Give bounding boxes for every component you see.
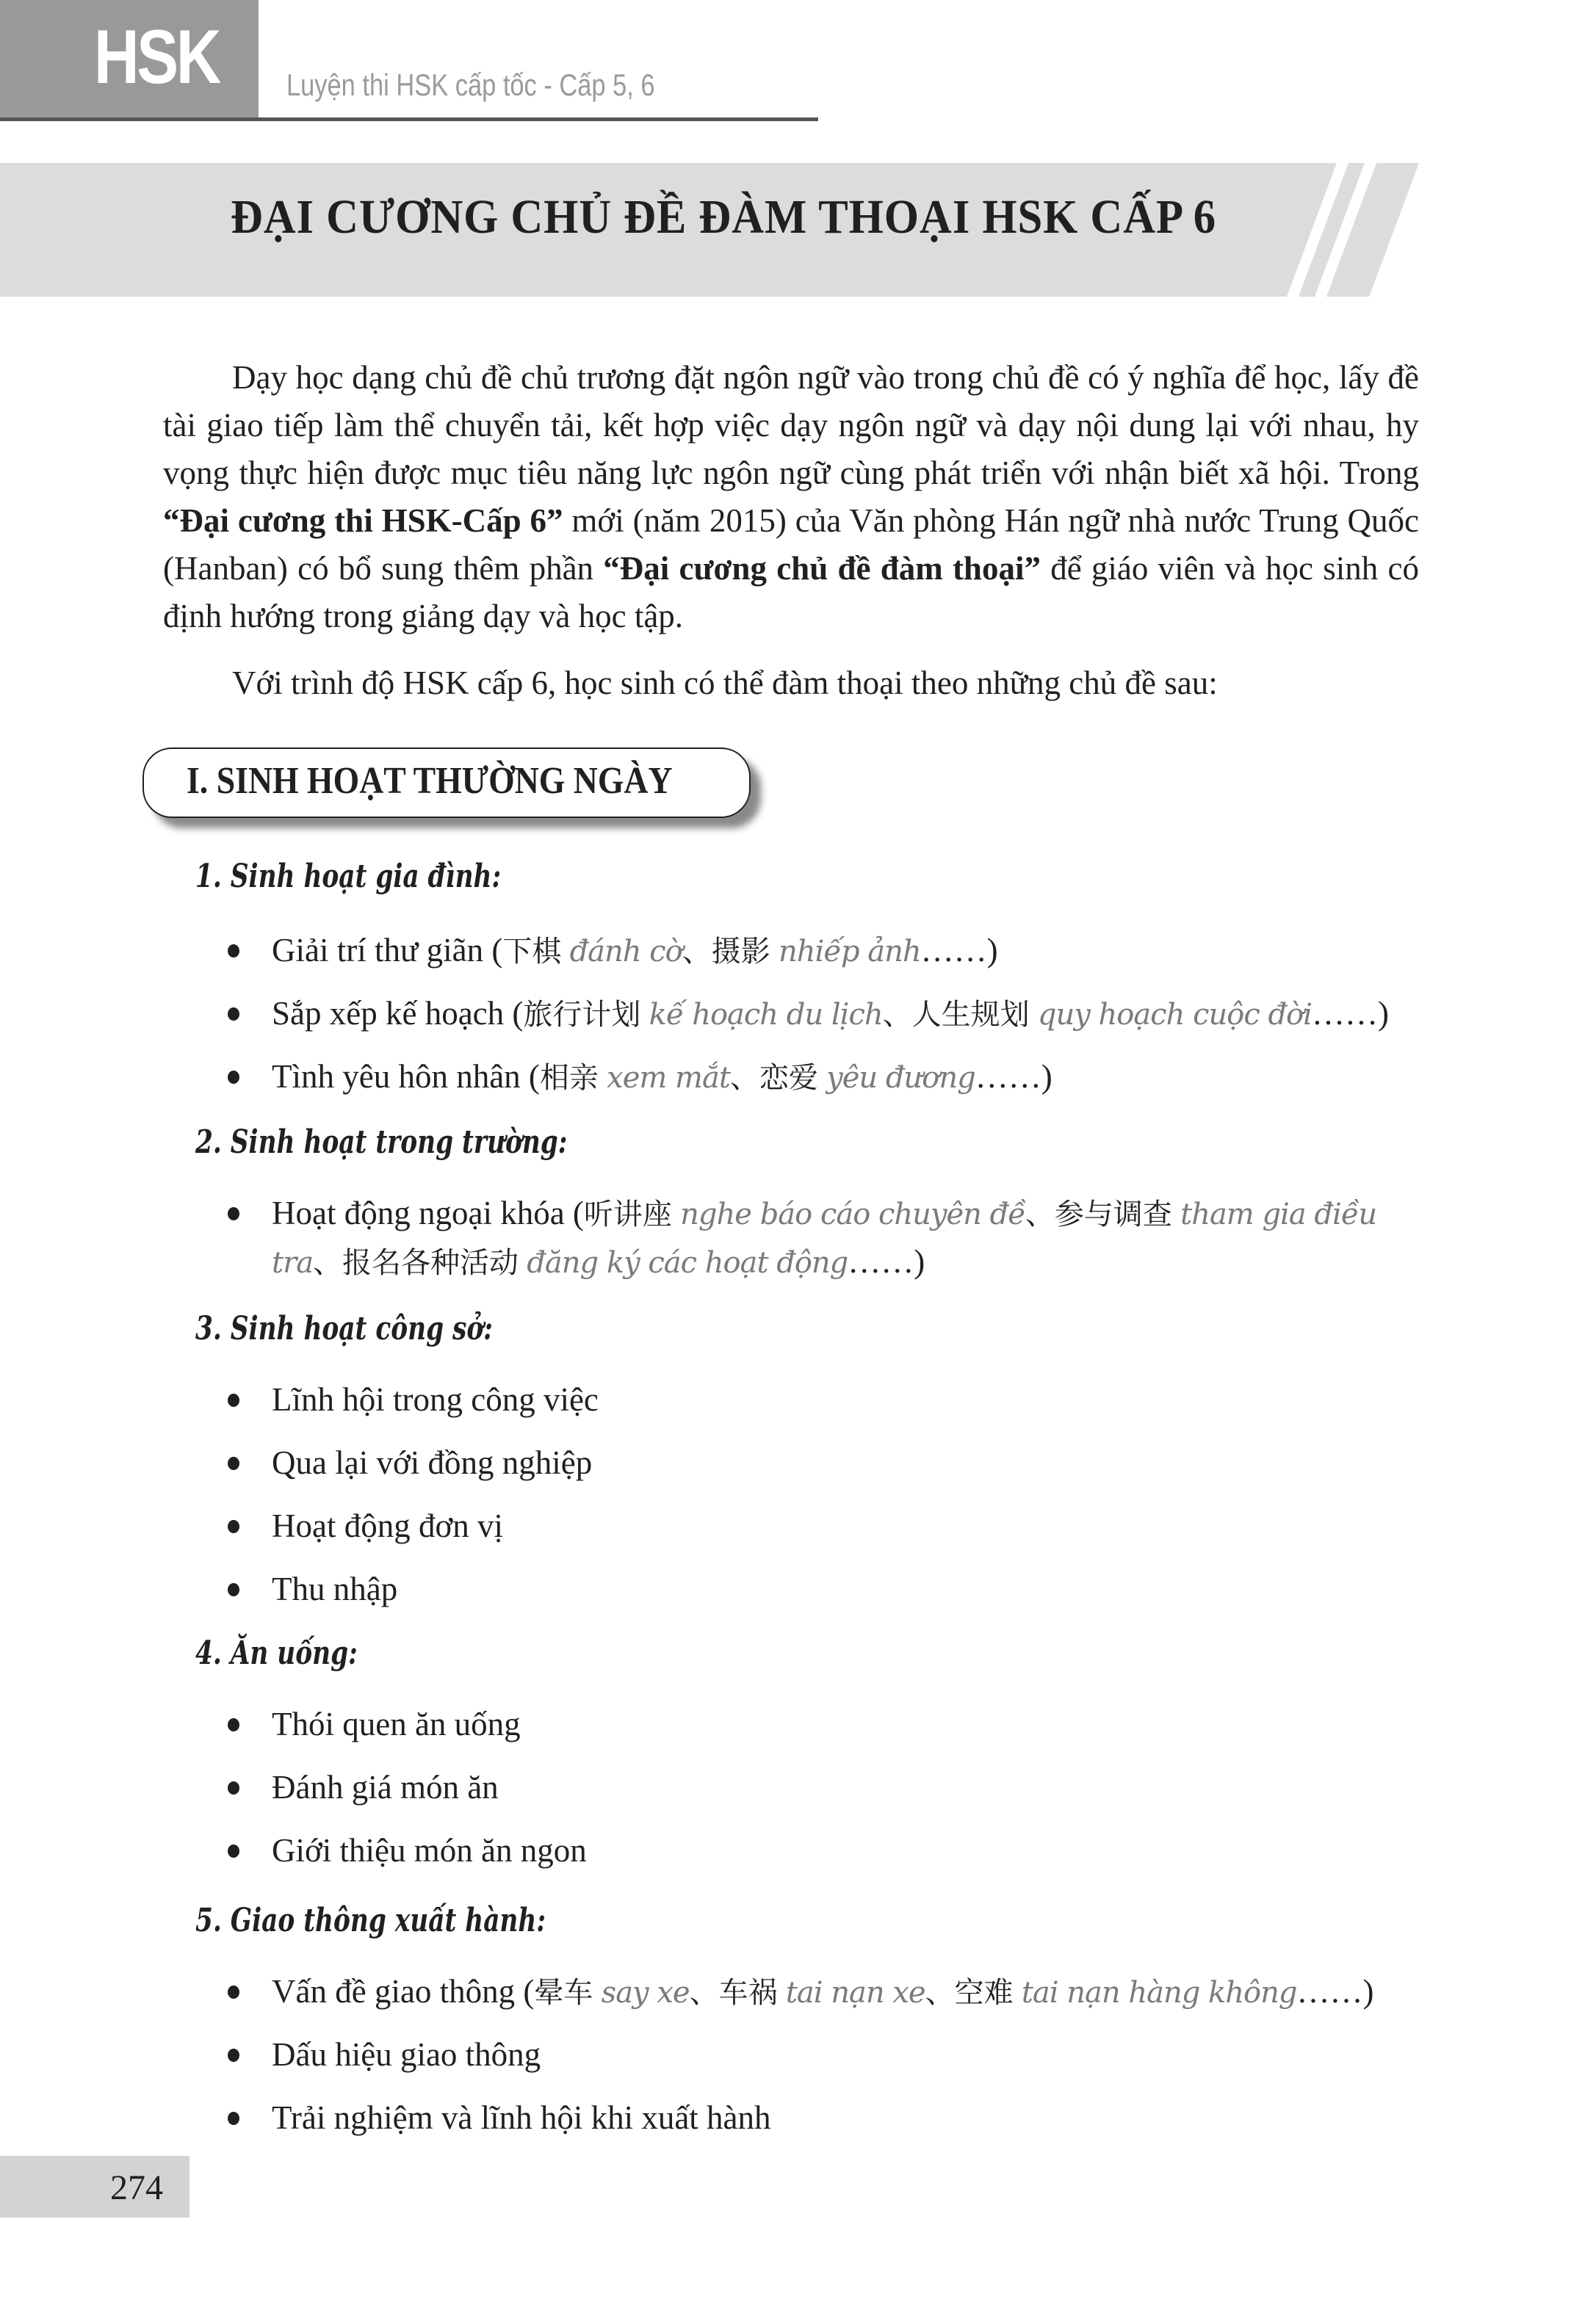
list-item-text <box>272 1827 587 1874</box>
vietnamese-translation: quy hoạch cuộc đời <box>1037 998 1312 1032</box>
chinese-term: 车祸 <box>718 1976 778 2010</box>
chinese-term: 旅行计划 <box>523 998 641 1032</box>
bullet-icon <box>228 1520 239 1533</box>
intro-text: Dạy học dạng chủ đề chủ trương đặt ngôn ngữ vào trong chủ đề có ý nghĩa để học, lấy đề tài giao tiếp làm thể chuyển tải, kết hợp việc dạy ngôn ngữ và dạy nội dung lại với nhau, hy vọng thực hiện được mục tiêu năng lực ngôn ngữ cùng phát triển với nhận biết xã hội. Trong <box>163 359 1419 491</box>
chapter-title: ĐẠI CƯƠNG CHỦ ĐỀ ĐÀM THOẠI HSK CẤP 6 <box>230 190 1217 244</box>
topic-heading: 3. Sinh hoạt công sở: <box>195 1310 493 1347</box>
vietnamese-translation: nhiếp ảnh <box>779 935 921 969</box>
item-label: Hoạt động ngoại khóa ( <box>272 1195 584 1231</box>
item-ellipsis: ……) <box>1311 995 1389 1032</box>
list-item-text <box>272 1190 1440 1286</box>
page-number: 274 <box>110 2168 163 2207</box>
header-rule <box>0 117 818 121</box>
separator: 、 <box>729 1061 759 1095</box>
intro-bold-quote: “Đại cương thi HSK-Cấp 6” <box>163 502 563 539</box>
list-item-text <box>272 1764 499 1811</box>
chinese-term: 参与调查 <box>1054 1198 1172 1231</box>
intro-bold-quote: “Đại cương chủ đề đàm thoại” <box>603 550 1041 587</box>
list-item-text <box>272 1565 397 1612</box>
item-label: Giải trí thư giãn ( <box>272 932 503 969</box>
list-item-text <box>272 927 998 975</box>
bullet-icon <box>228 1071 239 1084</box>
bullet-icon <box>228 2112 239 2125</box>
item-label: Trải nghiệm và lĩnh hội khi xuất hành <box>272 2099 771 2136</box>
chinese-term: 恋爱 <box>759 1061 818 1095</box>
separator: 、 <box>682 935 712 969</box>
item-ellipsis: ……) <box>848 1243 925 1280</box>
list-item-text <box>272 990 1389 1038</box>
chinese-term: 报名各种活动 <box>342 1246 519 1280</box>
vietnamese-translation: tham gia điều tra <box>272 1198 1377 1280</box>
bullet-icon <box>228 944 239 958</box>
chinese-term: 晕车 <box>534 1976 593 2010</box>
vietnamese-translation: kế hoạch du lịch <box>649 998 883 1032</box>
item-ellipsis: ……) <box>1296 1973 1374 2010</box>
item-label: Lĩnh hội trong công việc <box>272 1381 599 1418</box>
section-title: I. SINH HOẠT THƯỜNG NGÀY <box>187 760 673 802</box>
bullet-icon <box>228 2049 239 2062</box>
vietnamese-translation: yêu đương <box>826 1061 975 1095</box>
separator: 、 <box>689 1976 719 2010</box>
vietnamese-translation: nghe báo cáo chuyên đề <box>680 1198 1025 1231</box>
vietnamese-translation: tai nạn hàng không <box>1021 1976 1297 2010</box>
list-item-text <box>272 1053 1052 1101</box>
bullet-icon <box>228 1583 239 1596</box>
chinese-term: 下棋 <box>502 935 562 969</box>
vietnamese-translation: đánh cờ <box>569 935 682 969</box>
item-label: Qua lại với đồng nghiệp <box>272 1444 593 1481</box>
chinese-term: 人生规划 <box>911 998 1030 1032</box>
bullet-icon <box>228 1394 239 1407</box>
intro-text: mới (năm 2015) của Văn phòng Hán ngữ nhà nước Trung Quốc (Hanban) có bổ sung thêm phần <box>163 502 1419 587</box>
hsk-logo: HSK <box>94 15 220 100</box>
item-label: Hoạt động đơn vị <box>272 1507 504 1544</box>
item-label: Đánh giá món ăn <box>272 1769 499 1806</box>
topic-heading: 4. Ăn uống: <box>195 1635 358 1672</box>
chinese-term: 相亲 <box>539 1061 599 1095</box>
chinese-term: 听讲座 <box>583 1198 672 1231</box>
list-item-text <box>272 1968 1374 2016</box>
bullet-icon <box>228 1207 239 1220</box>
item-label: Thói quen ăn uống <box>272 1706 521 1742</box>
topic-heading: 2. Sinh hoạt trong trường: <box>195 1123 568 1161</box>
item-label: Vấn đề giao thông ( <box>272 1973 535 2010</box>
item-ellipsis: ……) <box>920 932 998 969</box>
separator: 、 <box>925 1976 955 2010</box>
vietnamese-translation: xem mắt <box>607 1061 730 1095</box>
vietnamese-translation: đăng ký các hoạt động <box>527 1246 848 1280</box>
separator: 、 <box>313 1246 343 1280</box>
running-header-title: Luyện thi HSK cấp tốc - Cấp 5, 6 <box>286 68 655 102</box>
list-item-text <box>272 2094 771 2141</box>
item-label: Tình yêu hôn nhân ( <box>272 1058 540 1095</box>
bullet-icon <box>228 1718 239 1731</box>
bullet-icon <box>228 1007 239 1021</box>
list-item-text <box>272 1439 592 1486</box>
item-label: Sắp xếp kế hoạch ( <box>272 995 524 1032</box>
bullet-icon <box>228 1781 239 1795</box>
item-label: Dấu hiệu giao thông <box>272 2036 541 2073</box>
separator: 、 <box>1025 1198 1055 1231</box>
chinese-term: 空难 <box>954 1976 1014 2010</box>
bullet-icon <box>228 1985 239 1999</box>
separator: 、 <box>882 998 912 1032</box>
topic-heading: 5. Giao thông xuất hành: <box>195 1902 546 1939</box>
list-item-text <box>272 1376 599 1423</box>
section-heading-pill <box>142 747 751 818</box>
vietnamese-translation: say xe <box>601 1976 690 2010</box>
item-label: Thu nhập <box>272 1571 398 1607</box>
intro-paragraph <box>163 354 1419 640</box>
intro-lead-in: Với trình độ HSK cấp 6, học sinh có thể đàm thoại theo những chủ đề sau: <box>232 665 1218 701</box>
list-item-text <box>272 2031 541 2078</box>
vietnamese-translation: tai nạn xe <box>785 1976 925 2010</box>
item-ellipsis: ……) <box>975 1058 1052 1095</box>
bullet-icon <box>228 1457 239 1470</box>
topic-heading: 1. Sinh hoạt gia đình: <box>195 858 502 895</box>
chinese-term: 摄影 <box>711 935 770 969</box>
list-item-text <box>272 1701 521 1748</box>
item-label: Giới thiệu món ăn ngon <box>272 1832 587 1869</box>
list-item-text <box>272 1502 503 1549</box>
bullet-icon <box>228 1845 239 1858</box>
intro-text: để giáo viên và học sinh có định hướng trong giảng dạy và học tập. <box>163 550 1419 634</box>
